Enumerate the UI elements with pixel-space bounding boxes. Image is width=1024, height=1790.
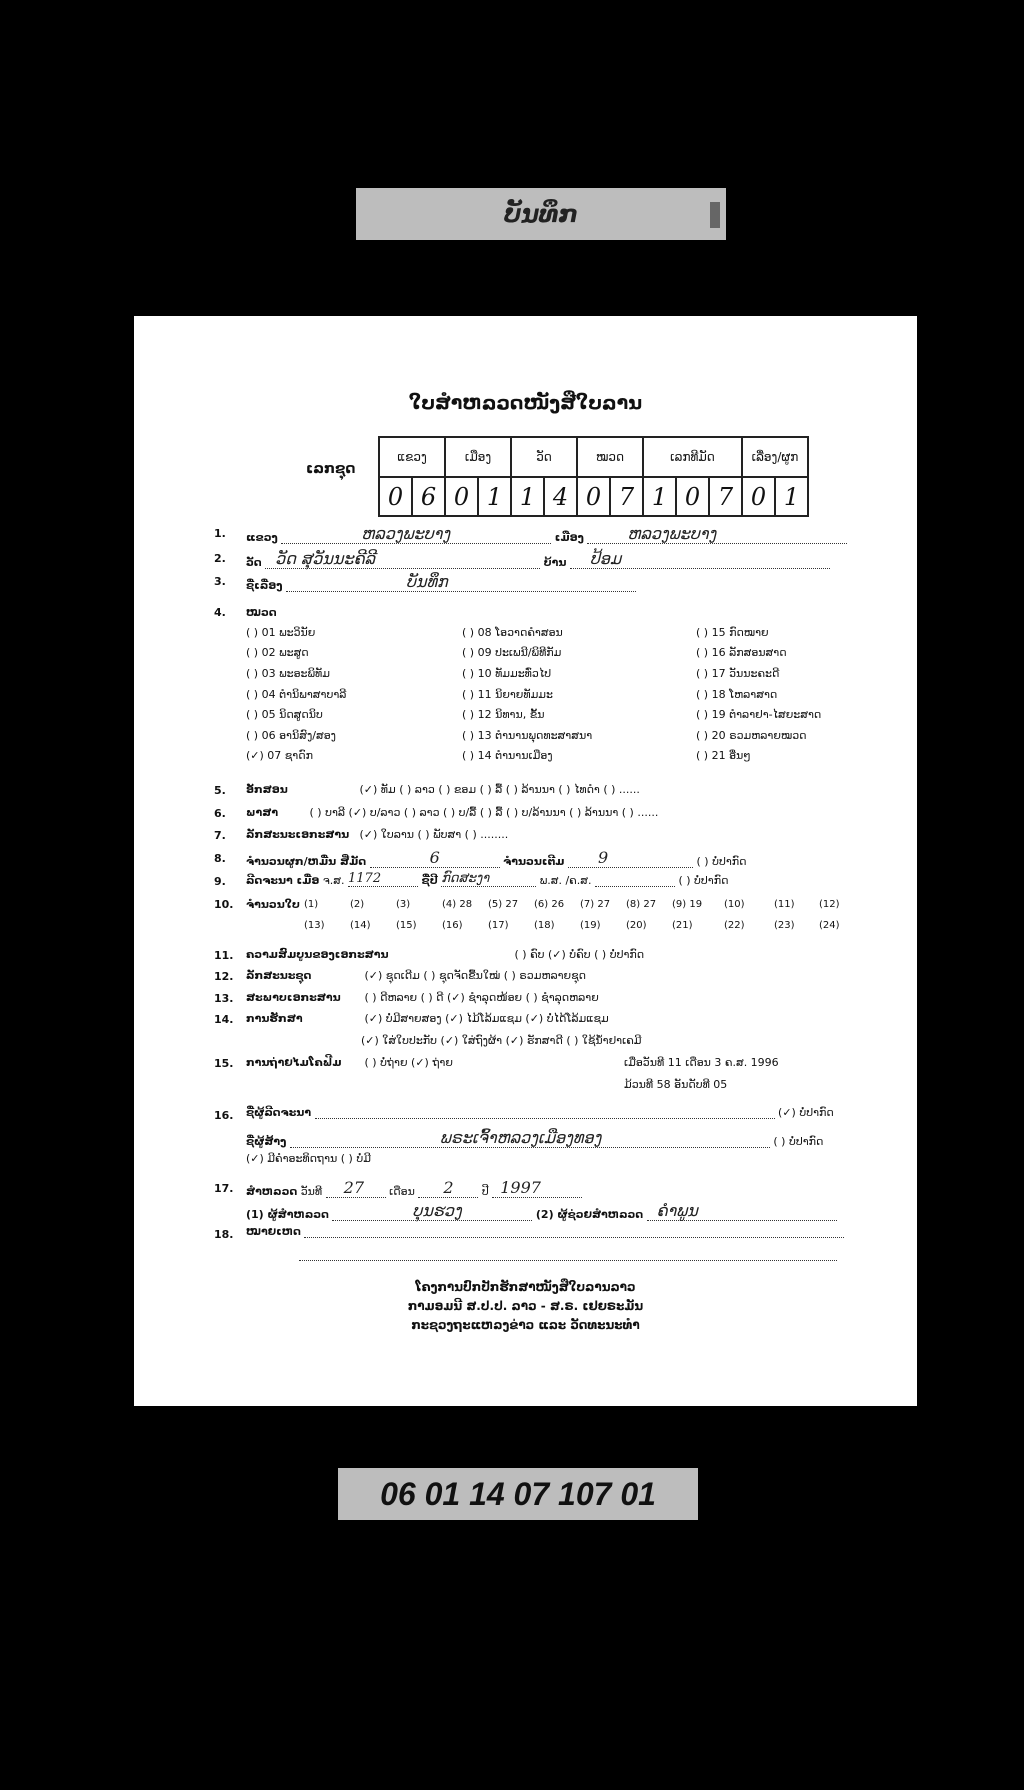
code-header-district: ເມືອງ	[445, 437, 511, 477]
field-17-day-line	[326, 1178, 386, 1198]
field-3-label: ຊື່ເລື່ອງ	[246, 579, 283, 592]
field-14-options2: (✓) ໃສ່ໃບປະກັບ (✓) ໃສ່ຖົງຜ້າ (✓) ຮັກສາດີ ( ) ໃຊ້ນ້ຳຢາເຄມີ	[361, 1034, 642, 1047]
leaf-count: (24)	[819, 920, 840, 931]
manuscript-survey-form	[134, 316, 917, 1406]
field-9-label: ລີດຈະນາ ເມື່ອ	[246, 874, 320, 887]
field-15-number: 15.	[214, 1057, 234, 1070]
field-14-options: (✓) ບໍ່ມີສາຍສອງ (✓) ໄມ້ໂລ້ມແຊມ (✓) ບໍ່ໄດ້ໂລ້ມແຊມ	[364, 1012, 609, 1025]
field-1-value: ຫລວງພະບາງ	[361, 524, 451, 543]
category-option: ( ) 12 ນິທານ, ຂັ້ນ	[462, 708, 545, 721]
leaf-count: (2)	[350, 899, 365, 910]
field-5-number: 5.	[214, 784, 226, 797]
category-option: ( ) 21 ອື່ນໆ	[696, 749, 751, 762]
field-9-value: 1172	[348, 871, 382, 886]
field-3-number: 3.	[214, 575, 226, 588]
field-12-options: (✓) ຊຸດເດີມ ( ) ຊຸດຈັດຂື້ນໃໝ່ ( ) ຣວມຫລາຍຊຸດ	[364, 969, 587, 982]
field-16-extra: (✓) ມີຄຳອະທິດຖານ ( ) ບໍ່ມີ	[246, 1152, 371, 1165]
field-1-row	[246, 524, 847, 544]
field-8-value2-line	[568, 848, 693, 868]
field-9-era2-line	[595, 886, 675, 887]
field-17-surveyor-line	[332, 1201, 532, 1221]
field-17-year-label: ປີ	[481, 1185, 489, 1198]
category-option: ( ) 06 ອານິສົງ/ສອງ	[246, 729, 336, 742]
code-label: ເລກຊຸດ	[306, 461, 356, 477]
category-option: ( ) 11 ນິຍາຍທັມມະ	[462, 688, 553, 701]
field-16-value2-line	[290, 1128, 770, 1148]
category-option: ( ) 03 ພະອະພິທັມ	[246, 667, 330, 680]
code-digit: 6	[412, 477, 445, 516]
field-6-label: ພາສາ	[246, 806, 279, 819]
field-15-row	[246, 1056, 453, 1069]
category-option: (✓) 07 ຊາດົກ	[246, 749, 313, 762]
code-digit: 0	[445, 477, 478, 516]
field-8-label2: ຈຳນວນເຕີມ	[503, 855, 565, 868]
field-10-number: 10.	[214, 898, 234, 911]
category-option: ( ) 04 ຕຳນິພາສາບາລີ	[246, 688, 347, 701]
field-8-value: 6	[429, 848, 440, 867]
header-label	[356, 188, 726, 240]
field-6-row	[246, 806, 658, 819]
reference-number: 06 01 14 07 107 01	[380, 1475, 656, 1512]
field-17-label: ສຳຫລວດ	[246, 1185, 298, 1198]
leaf-count: (13)	[304, 920, 325, 931]
field-7-options: (✓) ໃບລານ ( ) ພັບສາ ( ) ........	[359, 828, 509, 841]
leaf-count: (16)	[442, 920, 463, 931]
field-11-row	[246, 948, 644, 961]
field-17-year: 1997	[500, 1178, 541, 1197]
leaf-count: (8) 27	[626, 899, 657, 910]
field-3-row	[246, 572, 636, 592]
leaf-count: (18)	[534, 920, 555, 931]
leaf-count: (6) 26	[534, 899, 565, 910]
leaf-count: (20)	[626, 920, 647, 931]
field-18-label: ໝາຍເຫດ	[246, 1225, 301, 1238]
footer-line-1: ໂຄງການປົກປັກຮັກສາໜັງສືໃບລານລາວ	[415, 1280, 636, 1294]
field-2-row	[246, 549, 830, 569]
field-16-row2	[246, 1128, 823, 1148]
field-1-label2: ເມືອງ	[554, 531, 584, 544]
code-digit: 1	[478, 477, 511, 516]
field-10-label: ຈຳນວນໃບ	[246, 898, 300, 911]
field-9-row	[246, 871, 728, 887]
field-17-surveyor: ບຸນຮວງ	[412, 1201, 462, 1220]
category-option: ( ) 18 ໂຫລາສາດ	[696, 688, 778, 701]
category-option: ( ) 17 ວັນນະຄະດີ	[696, 667, 780, 680]
leaf-count: (11)	[774, 899, 795, 910]
field-9-era: ຈ.ສ.	[322, 874, 345, 887]
field-5-options: (✓) ທັມ ( ) ລາວ ( ) ຂອມ ( ) ລື້ ( ) ລ້ານນາ ( ) ໄທດຳ ( ) ......	[359, 783, 640, 796]
code-table	[378, 436, 809, 517]
leaf-count: (3)	[396, 899, 411, 910]
leaf-count: (9) 19	[672, 899, 703, 910]
field-17-month: 2	[443, 1178, 454, 1197]
field-6-number: 6.	[214, 807, 226, 820]
field-17-row	[246, 1178, 582, 1198]
field-4-number: 4.	[214, 606, 226, 619]
field-12-number: 12.	[214, 970, 234, 983]
code-header-category: ໝວດ	[577, 437, 643, 477]
field-8-tail: ( ) ບໍ່ປາກົດ	[696, 855, 747, 868]
field-16-value2: ພຣະເຈົ້າຫລວງເມືອງທອງ	[439, 1128, 602, 1147]
field-7-row	[246, 828, 508, 841]
field-13-row	[246, 991, 599, 1004]
header-label-text: ບັນທຶກ	[503, 200, 579, 228]
category-option: ( ) 14 ຕຳນານເມືອງ	[462, 749, 553, 762]
field-2-label: ວັດ	[246, 556, 262, 569]
field-2-value: ວັດ ສຸວັນນະຄີລີ	[275, 549, 375, 568]
field-11-label: ຄວາມສົມບູນຂອງເອກະສານ	[246, 948, 389, 961]
header-label-edge	[710, 202, 720, 228]
field-9-label2: ຊື່ປີ	[421, 874, 438, 887]
field-4-label: ໝວດ	[246, 606, 277, 619]
field-16-row	[246, 1106, 834, 1119]
field-9-value-line	[348, 871, 418, 887]
field-15-options: ( ) ບໍ່ຖ່າຍ (✓) ຖ່າຍ	[364, 1056, 453, 1069]
field-2-value2: ປ້ອມ	[589, 549, 622, 568]
field-2-label2: ບ້ານ	[543, 556, 567, 569]
leaf-count: (1)	[304, 899, 319, 910]
field-18-line2	[299, 1260, 837, 1261]
category-option: ( ) 02 ພະສູດ	[246, 646, 309, 659]
field-16-label: ຊື່ຜູ້ລີດຈະນາ	[246, 1106, 312, 1119]
field-9-value2-line	[441, 871, 536, 887]
field-18-row2	[299, 1248, 837, 1261]
field-2-value2-line	[570, 549, 830, 569]
field-16-value-line	[315, 1118, 775, 1119]
field-8-label: ຈຳນວນຜູກ/ຫມື່ນ ສີ່ມັດ	[246, 855, 367, 868]
field-18-line	[304, 1237, 844, 1238]
field-16-number: 16.	[214, 1109, 234, 1122]
code-digit: 0	[577, 477, 610, 516]
field-14-number: 14.	[214, 1013, 234, 1026]
leaf-count: (17)	[488, 920, 509, 931]
field-1-number: 1.	[214, 527, 226, 540]
leaf-count: (4) 28	[442, 899, 473, 910]
field-17-month-line	[418, 1178, 478, 1198]
field-2-value-line	[265, 549, 540, 569]
category-option: ( ) 20 ຣວມຫລາຍໝວດ	[696, 729, 807, 742]
category-option: ( ) 16 ລັກສອນສາດ	[696, 646, 787, 659]
field-16-tail: (✓) ບໍ່ປາກົດ	[778, 1106, 834, 1119]
leaf-count: (5) 27	[488, 899, 519, 910]
field-9-number: 9.	[214, 875, 226, 888]
field-7-number: 7.	[214, 829, 226, 842]
field-1-value2-line	[587, 524, 847, 544]
field-3-value: ບັນທຶກ	[406, 572, 448, 591]
field-17-surveyor-label: (1) ຜູ້ສຳຫລວດ	[246, 1208, 329, 1221]
field-16-label2: ຊື່ຜູ້ສ້າງ	[246, 1135, 287, 1148]
field-15-label: ການຖ່າຍໄມໂຄຟີມ	[246, 1056, 342, 1069]
code-header-bundle: ເລກທີມັດ	[643, 437, 742, 477]
leaf-count: (10)	[724, 899, 745, 910]
code-header-province: ແຂວງ	[379, 437, 445, 477]
code-digit: 1	[775, 477, 808, 516]
field-1-value-line	[281, 524, 551, 544]
field-8-value2: 9	[598, 848, 609, 867]
category-option: ( ) 13 ຕຳນານພຸດທະສາສນາ	[462, 729, 593, 742]
field-11-number: 11.	[214, 949, 234, 962]
field-9-tail: ( ) ບໍ່ປາກົດ	[678, 874, 729, 887]
field-13-options: ( ) ດີຫລາຍ ( ) ດີ (✓) ຊຳລຸດໜ້ອຍ ( ) ຊຳລຸດຫລາຍ	[364, 991, 599, 1004]
field-18-row	[246, 1225, 844, 1238]
field-14-row	[246, 1012, 609, 1025]
field-17-month-label: ເດືອນ	[389, 1185, 415, 1198]
form-title: ໃບສຳຫລວດໜັງສືໃບລານ	[408, 392, 643, 414]
field-9-era2: ພ.ສ. /ຄ.ສ.	[539, 874, 592, 887]
field-17-day: 27	[343, 1178, 364, 1197]
field-15-date: ເມື່ອວັນທີ 11 ເດືອນ 3 ຄ.ສ. 1996	[624, 1056, 779, 1069]
field-8-row	[246, 848, 747, 868]
leaf-count: (7) 27	[580, 899, 611, 910]
field-17-assistant-label: (2) ຜູ້ຊ່ວຍສຳຫລວດ	[535, 1208, 644, 1221]
field-2-number: 2.	[214, 552, 226, 565]
leaf-count: (14)	[350, 920, 371, 931]
field-16-tail2: ( ) ບໍ່ປາກົດ	[773, 1135, 824, 1148]
field-13-label: ສະພາບເອກະສານ	[246, 991, 341, 1004]
field-5-label: ອັກສອນ	[246, 783, 288, 796]
code-digit: 1	[511, 477, 544, 516]
leaf-count: (19)	[580, 920, 601, 931]
field-1-label: ແຂວງ	[246, 531, 278, 544]
form-footer	[134, 1278, 917, 1335]
code-digit: 0	[676, 477, 709, 516]
field-11-options: ( ) ຄົບ (✓) ບໍ່ຄົບ ( ) ບໍ່ປາກົດ	[514, 948, 645, 961]
field-17-assistant-line	[647, 1201, 837, 1221]
category-option: ( ) 01 ພະວິນັຍ	[246, 626, 316, 639]
field-8-value-line	[370, 848, 500, 868]
category-option: ( ) 09 ປະເພນີ/ພິທີກັມ	[462, 646, 562, 659]
field-17-row2	[246, 1201, 837, 1221]
code-digit: 0	[742, 477, 775, 516]
code-digit: 0	[379, 477, 412, 516]
field-17-year-line	[492, 1178, 582, 1198]
leaf-count: (23)	[774, 920, 795, 931]
category-option: ( ) 15 ກົດໝາຍ	[696, 626, 769, 639]
field-13-number: 13.	[214, 992, 234, 1005]
field-18-number: 18.	[214, 1228, 234, 1241]
code-digit: 7	[610, 477, 643, 516]
field-12-label: ລັກສະນະຊຸດ	[246, 969, 312, 982]
field-3-value-line	[286, 572, 636, 592]
field-17-assistant: ຄຳພູນ	[656, 1201, 698, 1220]
leaf-count: (12)	[819, 899, 840, 910]
category-option: ( ) 10 ທັມມະທົ່ວໄປ	[462, 667, 552, 680]
footer-line-3: ກະຊວງຖະແຫລງຂ່າວ ແລະ ວັດທະນະທຳ	[411, 1318, 640, 1332]
leaf-count: (15)	[396, 920, 417, 931]
field-12-row	[246, 969, 586, 982]
field-17-number: 17.	[214, 1182, 234, 1195]
category-option: ( ) 19 ຕຳລາຢາ-ໄສຍະສາດ	[696, 708, 822, 721]
category-option: ( ) 05 ນິດສູດນິບ	[246, 708, 323, 721]
leaf-count: (22)	[724, 920, 745, 931]
code-digit: 4	[544, 477, 577, 516]
code-digit: 7	[709, 477, 742, 516]
field-14-row2	[361, 1034, 642, 1047]
field-7-label: ລັກສະນະເອກະສານ	[246, 828, 350, 841]
category-option: ( ) 08 ໂອວາດຄຳສອນ	[462, 626, 563, 639]
code-digit: 1	[643, 477, 676, 516]
field-15-reel: ມ້ວນທີ 58 ອັນດັບທີ 05	[624, 1078, 728, 1091]
field-6-options: ( ) ບາລີ (✓) ບ/ລາວ ( ) ລາວ ( ) ບ/ລື້ ( ) ລື້ ( ) ບ/ລ້ານນາ ( ) ລ້ານນາ ( ) ......	[309, 806, 659, 819]
field-17-day-label: ວັນທີ	[300, 1185, 323, 1198]
reference-number-label	[338, 1468, 698, 1520]
field-14-label: ການຮັກສາ	[246, 1012, 303, 1025]
field-5-row	[246, 783, 640, 796]
code-header-title: ເລື່ອງ/ຜູກ	[742, 437, 808, 477]
field-1-value2: ຫລວງພະບາງ	[627, 524, 717, 543]
code-header-temple: ວັດ	[511, 437, 577, 477]
footer-line-2: ກາມອມນີ ສ.ປ.ປ. ລາວ - ສ.ຣ. ເຢຍຣະມັນ	[407, 1299, 644, 1313]
field-8-number: 8.	[214, 852, 226, 865]
leaf-count: (21)	[672, 920, 693, 931]
field-9-value2: ກົດສະງາ	[441, 871, 490, 886]
